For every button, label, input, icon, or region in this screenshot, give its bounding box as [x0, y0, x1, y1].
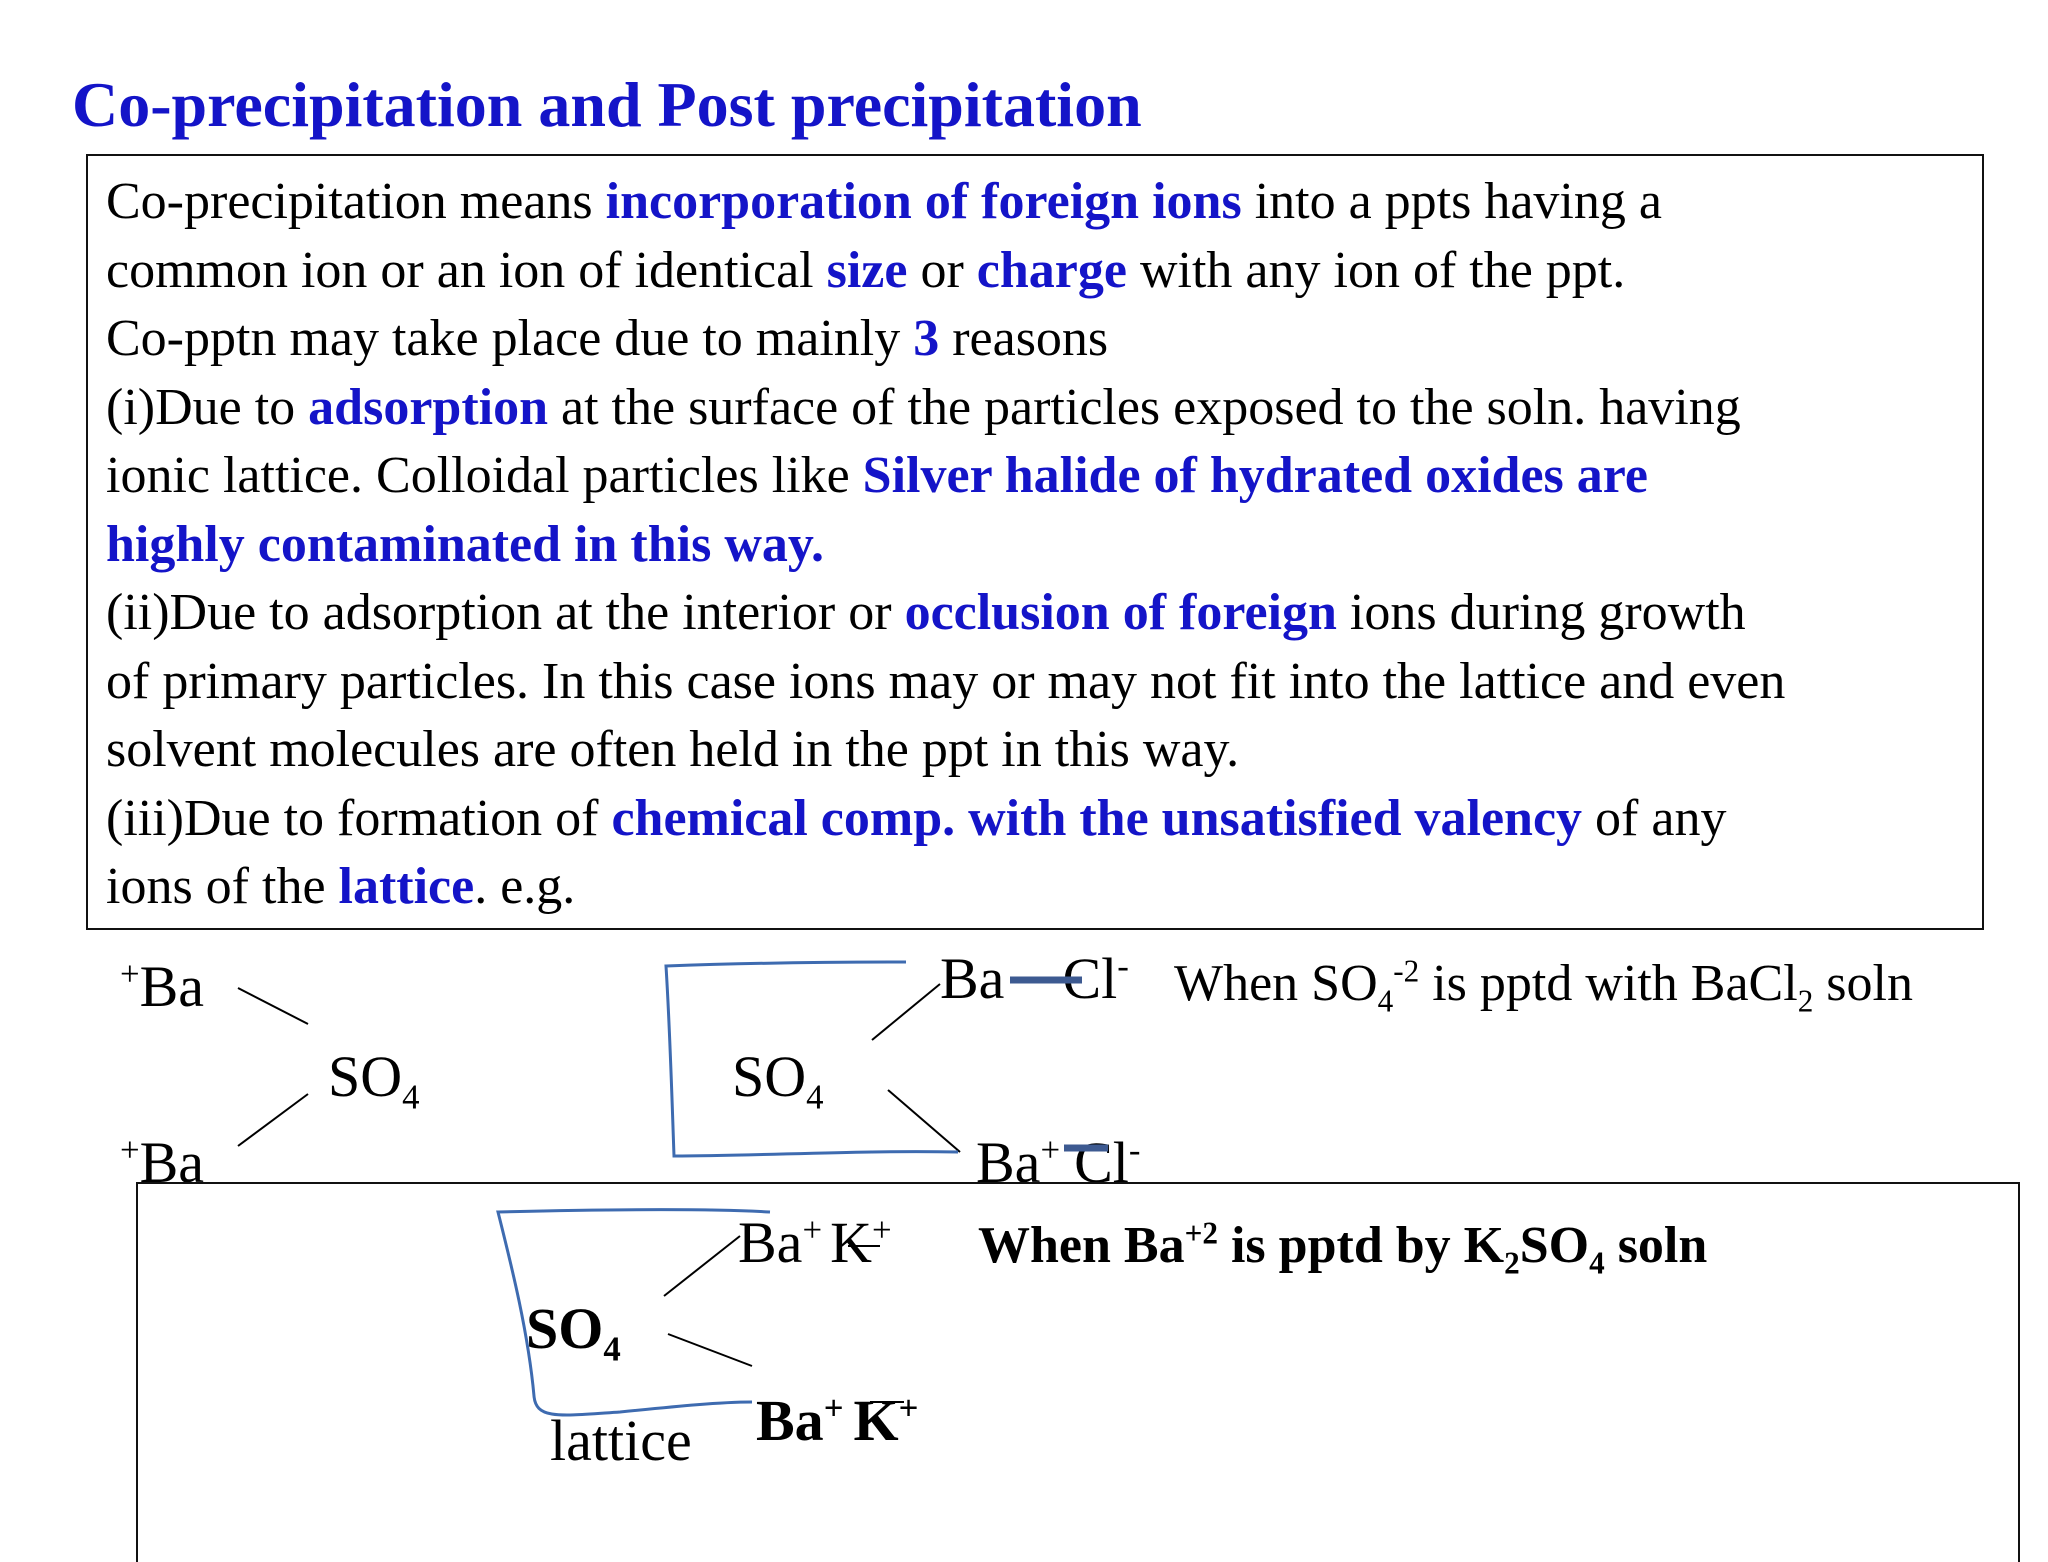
text-segment: . e.g.	[474, 858, 576, 915]
highlight-text: lattice	[338, 858, 475, 915]
pen-annotation	[498, 1210, 770, 1415]
highlight-text: chemical comp. with the unsatisfied valency	[611, 789, 1583, 847]
subscript: 4	[1589, 1245, 1605, 1281]
bond-line	[668, 1334, 752, 1366]
highlight-text: charge	[976, 241, 1127, 299]
text-segment: Co-pptn may take place due to mainly	[106, 310, 914, 367]
text-segment: of primary particles. In this case ions may or may not fit into the lattice and even	[106, 652, 1786, 710]
text-segment: into a ppts having a	[1241, 173, 1662, 230]
text-segment: of any	[1582, 789, 1727, 847]
cl-label: Cl	[1062, 946, 1118, 1011]
subscript: 2	[1504, 1245, 1520, 1281]
subscript-4: 4	[402, 1077, 420, 1117]
note-text: soln	[1604, 1217, 1708, 1274]
page-title: Co-precipitation and Post precipitation	[72, 69, 1142, 140]
bond-line	[238, 988, 308, 1024]
charge-plus: +	[1040, 1130, 1061, 1170]
text-segment: Co-precipitation means	[106, 173, 606, 230]
text-segment: ionic lattice. Colloidal particles like	[106, 447, 863, 504]
text-segment: with any ion of the ppt.	[1126, 241, 1626, 299]
charge-plus: +	[871, 1210, 892, 1250]
text-segment: solvent molecules are often held in the ppt in this way.	[106, 721, 1240, 778]
highlight-text: Silver halide of hydrated oxides are	[862, 447, 1648, 504]
note-text: is pptd by K	[1217, 1217, 1505, 1274]
bond-line	[872, 984, 940, 1040]
text-segment: common ion or an ion of identical	[106, 241, 827, 299]
superscript: -2	[1393, 953, 1420, 989]
subscript-4: 4	[806, 1077, 824, 1117]
text-segment: (i)Due to	[106, 378, 309, 436]
text-segment: (ii)Due to adsorption at the interior or	[106, 584, 905, 641]
ba-label: Ba	[976, 1130, 1041, 1195]
note-text: When Ba	[978, 1217, 1185, 1274]
charge-minus: -	[1117, 946, 1129, 986]
text-segment: or	[907, 241, 977, 299]
note-text: SO	[1519, 1217, 1590, 1274]
subscript-4: 4	[603, 1329, 621, 1369]
highlight-text: occlusion of foreign	[904, 584, 1337, 641]
ba-label: Ba	[738, 1210, 803, 1275]
text-segment: at the surface of the particles exposed to the soln. having	[548, 378, 1741, 436]
ba-label: Ba	[756, 1388, 824, 1453]
text-segment: ions during growth	[1336, 584, 1746, 641]
ba-label: Ba	[940, 946, 1005, 1011]
highlight-text: size	[826, 241, 908, 299]
charge-plus: +	[802, 1210, 823, 1250]
k-label: K	[830, 1210, 872, 1275]
highlight-text: adsorption	[308, 378, 549, 436]
charge-plus: +	[120, 954, 140, 994]
so-label: SO	[328, 1044, 403, 1109]
charge-plus: +	[898, 1388, 919, 1428]
text-segment: (iii)Due to formation of	[106, 789, 612, 847]
note-text: When SO	[1174, 955, 1378, 1012]
subscript: 4	[1377, 983, 1394, 1019]
text-segment: ions of the	[106, 858, 339, 915]
note-text: soln	[1813, 955, 1913, 1012]
so-label: SO	[732, 1044, 807, 1109]
bond-line	[238, 1094, 308, 1146]
charge-plus: +	[823, 1388, 844, 1428]
ba-label: Ba	[139, 1130, 205, 1195]
charge-plus: +	[120, 1130, 140, 1170]
note-text: is pptd with BaCl	[1419, 955, 1798, 1012]
cl-label: Cl	[1074, 1130, 1129, 1195]
highlight-text: highly contaminated in this way.	[106, 515, 825, 573]
bond-line	[664, 1236, 740, 1296]
pen-annotation	[666, 962, 958, 1156]
lattice-label: lattice	[550, 1408, 692, 1473]
so-label: SO	[526, 1296, 604, 1361]
charge-minus: -	[1128, 1130, 1141, 1170]
k-label: K	[853, 1388, 899, 1453]
bond-line	[888, 1090, 960, 1152]
text-segment: reasons	[939, 310, 1109, 367]
subscript: 2	[1797, 983, 1814, 1019]
ba-label: Ba	[139, 954, 205, 1019]
superscript: +2	[1184, 1215, 1218, 1251]
highlight-text: incorporation of foreign ions	[605, 173, 1242, 230]
highlight-text: 3	[913, 310, 940, 367]
